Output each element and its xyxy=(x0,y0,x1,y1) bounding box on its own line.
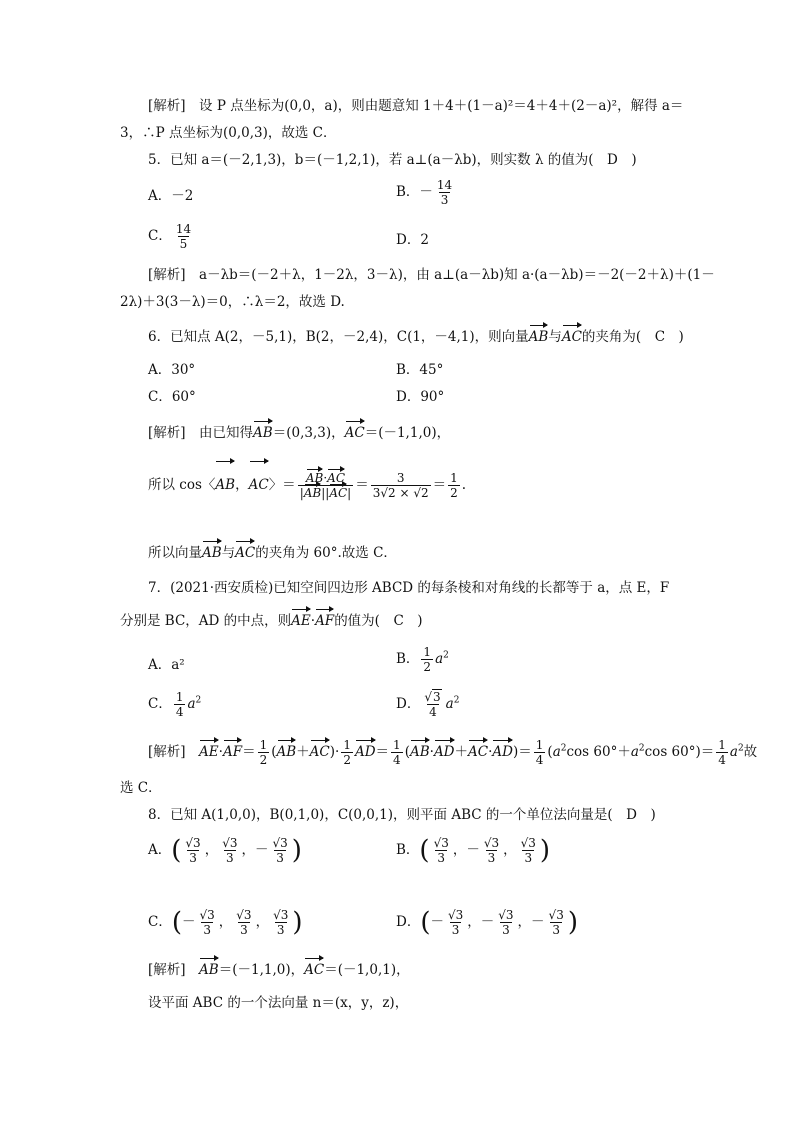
fraction-denominator: 3 xyxy=(440,193,449,207)
vector-ab: AB xyxy=(303,486,322,500)
q6-sol2-post: 〉＝ xyxy=(268,477,296,493)
q5-option-b-label: B．－ xyxy=(396,184,433,200)
vector-ac: AC xyxy=(235,545,256,561)
fraction-sqrt3-over-4: $\frac{√3}{4}$ xyxy=(424,690,441,719)
fraction-numerator: 1 xyxy=(450,471,458,485)
vector-ab: AB xyxy=(409,744,430,760)
vector-ac: AC xyxy=(304,962,325,978)
q6-option-d: D．90° xyxy=(396,389,445,405)
q6-solution-line2: 所以 cos〈AB，AC〉＝ $\frac{AB\cdot AC}{|AB||AC|}$ ＝ $\frac{3}{3√2 \times √2}$ ＝ $\frac{1}{2}$ . xyxy=(148,463,466,507)
vector-ab: AB xyxy=(253,425,273,441)
q8-sol1-v2: ＝(－1,0,1)， xyxy=(324,962,410,978)
q5-solution-line1: [解析] a－λb＝(－2＋λ，1－2λ，3－λ)，由 a⊥(a－λb)知 a·(a－λb)＝－2(－2＋λ)＋(1－ xyxy=(148,267,715,283)
q7-option-b: B． $\frac{1}{2}$ $a^2$ xyxy=(396,645,449,674)
vector-ab: AB xyxy=(202,545,222,561)
fraction-numerator: 3 xyxy=(396,471,405,485)
q5-option-c-fraction xyxy=(174,222,193,251)
q7-sol-tail: 故 xyxy=(743,744,758,760)
q6-sol1-pre: [解析] 由已知得 xyxy=(148,425,254,441)
q8-option-a-label: A． xyxy=(148,842,172,858)
vector-ad: AD xyxy=(433,744,455,760)
q7-stem-line2: 分别是 BC，AD 的中点，则AE·AF的值为( C ) xyxy=(120,613,423,629)
vector-ac: AC xyxy=(468,744,489,760)
cos-result-fraction xyxy=(448,471,460,500)
q8-option-a: A．( $\frac{√3}{3}$ ， $\frac{√3}{3}$ ，－ $\frac{√3}{3}$ ) xyxy=(148,835,302,866)
vector-ad: AD xyxy=(354,744,376,760)
q6-stem-mid: 与 xyxy=(548,329,562,345)
q7-stem-line1: 7．(2021·西安质检)已知空间四边形 ABCD 的每条棱和对角线的长都等于 a，点 E，F xyxy=(148,580,670,596)
fraction-numerator: 14 xyxy=(175,222,192,236)
fraction-denominator: 3√2 × √2 xyxy=(372,486,429,500)
q7-sol-label: [解析] xyxy=(148,744,186,760)
q7-option-d-label: D． xyxy=(396,696,421,712)
q7-option-b-label: B． xyxy=(396,651,420,667)
q6-stem xyxy=(148,327,684,347)
q5-option-b xyxy=(396,178,456,207)
q5-stem: 5．已知 a＝(－2,1,3)，b＝(－1,2,1)，若 a⊥(a－λb)，则实数 λ 的值为( D ) xyxy=(148,152,637,168)
q7-option-a: A．a² xyxy=(148,657,185,673)
q6-sol3-mid: 与 xyxy=(221,545,236,561)
q5-option-b-fraction xyxy=(435,178,454,207)
vector-ac: AC xyxy=(329,486,348,500)
q6-option-c: C．60° xyxy=(148,389,196,405)
q8-option-b: B．( $\frac{√3}{3}$ ，－ $\frac{√3}{3}$ ， $\frac{√3}{3}$ ) xyxy=(396,835,551,866)
q8-solution-line1 xyxy=(148,960,410,980)
q6-solution-line3 xyxy=(148,543,397,563)
q6-sol1-v2: ＝(－1,1,0)， xyxy=(364,425,451,441)
q5-option-c xyxy=(148,222,195,251)
vector-ab: AB xyxy=(215,463,235,507)
fraction-denominator: 2 xyxy=(450,486,458,500)
fraction-one-quarter: $\frac{1}{4}$ xyxy=(175,690,184,719)
q5-option-c-label: C． xyxy=(148,228,172,244)
q7-option-c: C． $\frac{1}{4}$ $a^2$ xyxy=(148,690,202,719)
vector-ac: AC xyxy=(249,463,269,507)
q8-option-c-label: C． xyxy=(148,914,172,930)
cos-value-fraction xyxy=(371,471,431,500)
fraction-numerator: 14 xyxy=(436,178,453,192)
q7-stem-pre: 分别是 BC，AD 的中点，则 xyxy=(120,613,292,629)
q6-sol1-v1: ＝(0,3,3)， xyxy=(272,425,345,441)
fraction-denominator: 5 xyxy=(179,237,188,251)
q8-option-d: D．(－ $\frac{√3}{3}$ ，－ $\frac{√3}{3}$ ，－ $\frac{√3}{3}$ ) xyxy=(396,907,578,938)
q8-sol1-v1: ＝(－1,1,0)， xyxy=(218,962,305,978)
q8-option-d-label: D． xyxy=(396,914,421,930)
q6-sol3-pre: 所以向量 xyxy=(148,545,202,561)
q6-sol2-mid: ， xyxy=(235,477,249,493)
vector-ae: AE xyxy=(199,744,219,760)
q5-option-d: D．2 xyxy=(396,232,429,248)
sol4-line1: [解析] 设 P 点坐标为(0,0，a)，则由题意知 1＋4＋(1－a)²＝4＋4＋(2－a)²，解得 a＝ xyxy=(148,98,684,114)
q7-option-c-label: C． xyxy=(148,696,172,712)
fraction-numerator: AB·AC xyxy=(305,471,346,485)
q6-sol3-post: 的夹角为 60°.故选 C． xyxy=(255,545,397,561)
q6-sol2-pre: 所以 cos〈 xyxy=(148,477,216,493)
q6-option-b: B．45° xyxy=(396,362,444,378)
q7-stem-post: 的值为( C ) xyxy=(334,613,423,629)
q6-stem-pre: 6．已知点 A(2，－5,1)，B(2，－2,4)，C(1，－4,1)，则向量 xyxy=(148,329,529,345)
vector-ac: AC xyxy=(344,425,365,441)
q6-stem-post: 的夹角为( C ) xyxy=(581,329,684,345)
q7-option-d: D． $\frac{√3}{4}$ $a^2$ xyxy=(396,690,460,719)
q5-solution-line2: 2λ)＋3(3－λ)＝0，∴λ＝2，故选 D. xyxy=(120,294,345,310)
vector-af: AF xyxy=(315,613,335,629)
q6-option-a: A．30° xyxy=(148,362,196,378)
q7-solution-line2: 选 C． xyxy=(120,780,162,796)
vector-ab: AB xyxy=(305,471,324,485)
sol4-line2: 3，∴P 点坐标为(0,0,3)，故选 C． xyxy=(120,125,337,141)
q8-sol1-pre: [解析] xyxy=(148,962,186,978)
q8-solution-line2: 设平面 ABC 的一个法向量 n＝(x，y，z)， xyxy=(148,995,409,1011)
q7-solution-line1: [解析] AE·AF＝ $\frac{1}{2}$ (AB＋AC)· $\frac{1}{2}$ AD＝ $\frac{1}{4}$ (AB·AD＋AC·AD)＝ $\frac{1}{4}$ ($a^2\cos$ $60^\circ+a^2\cos$ 60°)＝ $\frac{1}{4}$ $a^2$故 xyxy=(148,738,758,767)
q8-option-c: C．(－ $\frac{√3}{3}$ ， $\frac{√3}{3}$ ， $\frac{√3}{3}$ ) xyxy=(148,907,303,938)
q5-option-a: A．－2 xyxy=(148,188,194,204)
vector-ad: AD xyxy=(492,744,513,760)
q6-solution-line1 xyxy=(148,423,450,443)
vector-ab: AB xyxy=(276,744,297,760)
vector-ac: AC xyxy=(309,744,330,760)
vector-ae: AE xyxy=(291,613,311,629)
fraction-one-half: $\frac{1}{2}$ xyxy=(423,645,432,674)
q8-stem: 8．已知 A(1,0,0)，B(0,1,0)，C(0,0,1)，则平面 ABC 的一个单位法向量是( D ) xyxy=(148,807,656,823)
vector-ac: AC xyxy=(327,471,346,485)
vector-ab: AB xyxy=(528,329,549,345)
cos-fraction xyxy=(298,471,354,500)
vector-ac: AC xyxy=(561,329,582,345)
vector-ab: AB xyxy=(199,962,219,978)
fraction-denominator: |AB||AC| xyxy=(299,486,352,500)
q8-option-b-label: B． xyxy=(396,842,420,858)
vector-af: AF xyxy=(222,744,243,760)
